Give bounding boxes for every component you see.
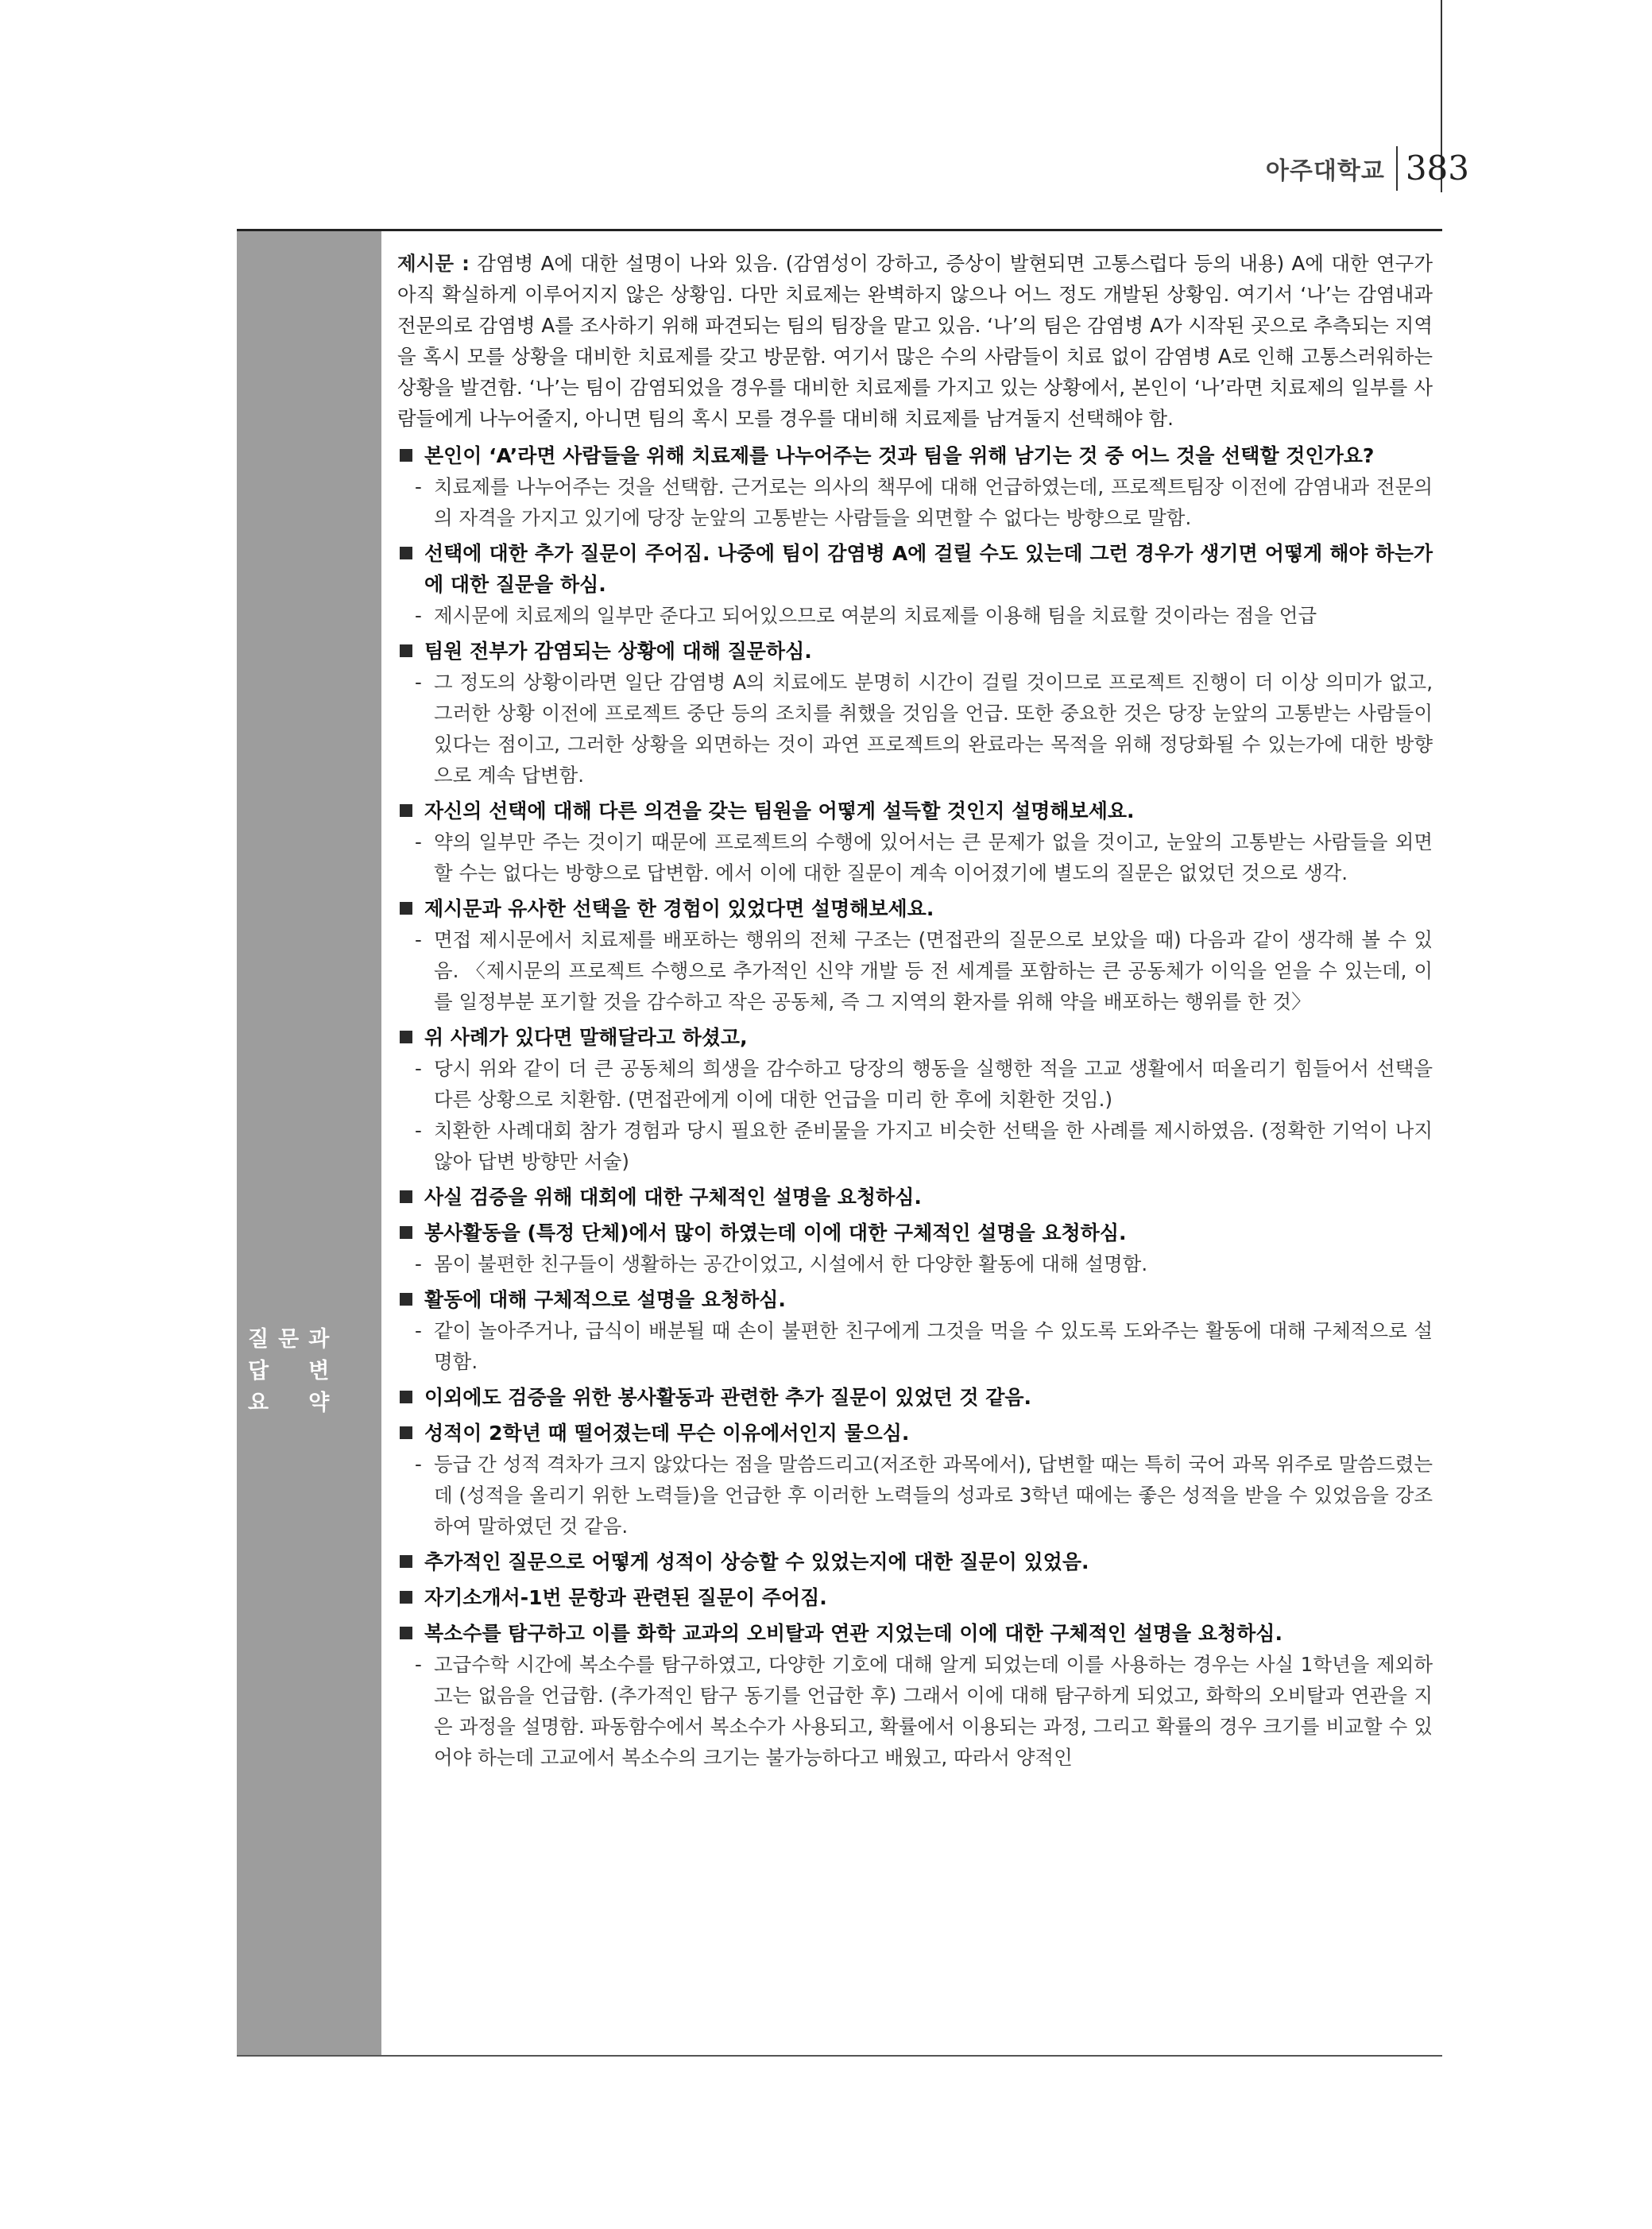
table-top-rule [237, 229, 1442, 231]
sidebar-label-column [237, 231, 381, 2055]
answer-item: - 그 정도의 상황이라면 일단 감염병 A의 치료에도 분명히 시간이 걸릴 것이므로 프로젝트 진행이 더 이상 의미가 없고, 그러한 상황 이전에 프로젝트 중단 등의 조치를 취했을 것임을 언급. 또한 중요한 것은 당장 눈앞의 고통받는 사람들이 있다는 점이고, 그러한 상황을 외면하는 것이 과연 프로젝트의 완료라는 목적을 위해 정당화될 수 있는가에 대한 방향으로 계속 답변함. [397, 667, 1433, 791]
question-item: 자기소개서-1번 문항과 관련된 질문이 주어짐. [397, 1582, 1433, 1613]
question-item: 이외에도 검증을 위한 봉사활동과 관련한 추가 질문이 있었던 것 같음. [397, 1382, 1433, 1413]
label-char: 약 [308, 1391, 330, 1415]
table-bottom-rule [237, 2055, 1442, 2057]
answer-item: - 치환한 사례대회 참가 경험과 당시 필요한 준비물을 가지고 비슷한 선택을 한 사례를 제시하였음. (정확한 기억이 나지 않아 답변 방향만 서술) [397, 1115, 1433, 1177]
qa-list [397, 440, 1433, 1773]
label-column-3 [308, 1324, 329, 1419]
answer-item: - 같이 놀아주거나, 급식이 배분될 때 손이 불편한 친구에게 그것을 먹을 수 있도록 도와주는 활동에 대해 구체적으로 설명함. [397, 1315, 1433, 1377]
question-item: 본인이 ‘A’라면 사람들을 위해 치료제를 나누어주는 것과 팀을 위해 남기는 것 중 어느 것을 선택할 것인가요? [397, 440, 1433, 471]
answer-item: - 등급 간 성적 격차가 크지 않았다는 점을 말씀드리고(저조한 과목에서), 답변할 때는 특히 국어 과목 위주로 말씀드렸는데 (성적을 올리기 위한 노력들)을 언급한 후 이러한 노력들의 성과로 3학년 때에는 좋은 성적을 받을 수 있었음을 강조하여 말하였던 것 같음. [397, 1449, 1433, 1542]
question-item: 팀원 전부가 감염되는 상황에 대해 질문하심. [397, 636, 1433, 667]
answer-item: - 당시 위와 같이 더 큰 공동체의 희생을 감수하고 당장의 행동을 실행한 적을 고교 생활에서 떠올리기 힘들어서 선택을 다른 상황으로 치환함. (면접관에게 이에 대한 언급을 미리 한 후에 치환한 것임.) [397, 1053, 1433, 1115]
answer-item: - 면접 제시문에서 치료제를 배포하는 행위의 전체 구조는 (면접관의 질문으로 보았을 때) 다음과 같이 생각해 볼 수 있음. 〈제시문의 프로젝트 수행으로 추가적인 신약 개발 등 전 세계를 포함하는 큰 공동체가 이익을 얻을 수 있는데, 이를 일정부분 포기할 것을 감수하고 작은 공동체, 즉 그 지역의 환자를 위해 약을 배포하는 행위를 한 것〉 [397, 924, 1433, 1017]
label-char: 문 [278, 1327, 300, 1352]
label-char: 요 [248, 1391, 269, 1415]
answer-item: - 치료제를 나누어주는 것을 선택함. 근거로는 의사의 책무에 대해 언급하였는데, 프로젝트팀장 이전에 감염내과 전문의의 자격을 가지고 있기에 당장 눈앞의 고통받는 사람들을 외면할 수 없다는 방향으로 말함. [397, 471, 1433, 533]
passage-label: 제시문 : [397, 252, 470, 275]
answer-item: - 약의 일부만 주는 것이기 때문에 프로젝트의 수행에 있어서는 큰 문제가 없을 것이고, 눈앞의 고통받는 사람들을 외면할 수는 없다는 방향으로 답변함. 에서 이에 대한 질문이 계속 이어졌기에 별도의 질문은 없었던 것으로 생각. [397, 826, 1433, 888]
passage-summary [397, 248, 1433, 434]
label-char: 답 [248, 1359, 269, 1383]
question-item: 봉사활동을 (특정 단체)에서 많이 하였는데 이에 대한 구체적인 설명을 요청하심. [397, 1217, 1433, 1248]
label-column-2 [278, 1324, 299, 1419]
question-item: 선택에 대한 추가 질문이 주어짐. 나중에 팀이 감염병 A에 걸릴 수도 있는데 그런 경우가 생기면 어떻게 해야 하는가에 대한 질문을 하심. [397, 538, 1433, 600]
label-column-1 [248, 1324, 269, 1419]
question-item: 자신의 선택에 대해 다른 의견을 갖는 팀원을 어떻게 설득할 것인지 설명해보세요. [397, 795, 1433, 826]
label-char: 질 [248, 1327, 269, 1352]
answer-item: - 고급수학 시간에 복소수를 탐구하였고, 다양한 기호에 대해 알게 되었는데 이를 사용하는 경우는 사실 1학년을 제외하고는 없음을 언급함. (추가적인 탐구 동기를 언급한 후) 그래서 이에 대해 탐구하게 되었고, 화학의 오비탈과 연관을 지은 과정을 설명함. 파동함수에서 복소수가 사용되고, 확률에서 이용되는 과정, 그리고 확률의 경우 크기를 비교할 수 있어야 하는데 고교에서 복소수의 크기는 불가능하다고 배웠고, 따라서 양적인 [397, 1649, 1433, 1773]
answer-item: - 몸이 불편한 친구들이 생활하는 공간이었고, 시설에서 한 다양한 활동에 대해 설명함. [397, 1248, 1433, 1279]
label-char: 과 [308, 1327, 330, 1352]
school-name: 아주대학교 [1265, 157, 1385, 185]
question-item: 제시문과 유사한 선택을 한 경험이 있었다면 설명해보세요. [397, 893, 1433, 924]
running-head [1266, 145, 1469, 192]
passage-text: 감염병 A에 대한 설명이 나와 있음. (감염성이 강하고, 증상이 발현되면 고통스럽다 등의 내용) A에 대한 연구가 아직 확실하게 이루어지지 않은 상황임. 다만 치료제는 완벽하지 않으나 어느 정도 개발된 상황임. 여기서 ‘나’는 감염내과 전문의로 감염병 A를 조사하기 위해 파견되는 팀의 팀장을 맡고 있음. ‘나’의 팀은 감염병 A가 시작된 곳으로 추측되는 지역을 혹시 모를 상황을 대비한 치료제를 갖고 방문함. 여기서 많은 수의 사람들이 치료 없이 감염병 A로 인해 고통스러워하는 상황을 발견함. ‘나’는 팀이 감염되었을 경우를 대비한 치료제를 가지고 있는 상황에서, 본인이 ‘나’라면 치료제의 일부를 사람들에게 나누어줄지, 아니면 팀의 혹시 모를 경우를 대비해 치료제를 남겨둘지 선택해야 함. [397, 252, 1433, 430]
question-item: 복소수를 탐구하고 이를 화학 교과의 오비탈과 연관 지었는데 이에 대한 구체적인 설명을 요청하심. [397, 1618, 1433, 1649]
question-item: 추가적인 질문으로 어떻게 성적이 상승할 수 있었는지에 대한 질문이 있었음. [397, 1546, 1433, 1577]
answer-item: - 제시문에 치료제의 일부만 준다고 되어있으므로 여분의 치료제를 이용해 팀을 치료할 것이라는 점을 언급 [397, 600, 1433, 631]
question-item: 성적이 2학년 때 떨어졌는데 무슨 이유에서인지 물으심. [397, 1418, 1433, 1449]
section-label [248, 1324, 329, 1419]
question-item: 사실 검증을 위해 대회에 대한 구체적인 설명을 요청하심. [397, 1182, 1433, 1213]
page-number: 383 [1396, 146, 1469, 191]
label-char: 변 [308, 1359, 330, 1383]
question-item: 위 사례가 있다면 말해달라고 하셨고, [397, 1022, 1433, 1053]
question-item: 활동에 대해 구체적으로 설명을 요청하심. [397, 1284, 1433, 1315]
interview-content [397, 248, 1433, 1773]
